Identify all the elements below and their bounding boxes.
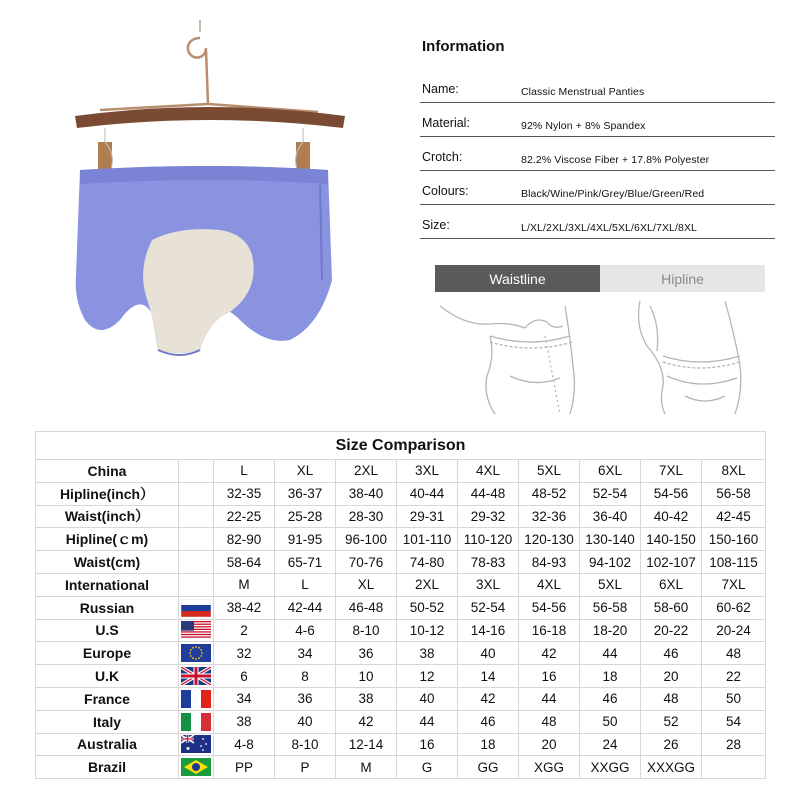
usa-flag-icon <box>179 619 214 642</box>
info-title: Information <box>422 38 505 55</box>
row-label: U.S <box>36 619 179 642</box>
table-cell: 32-35 <box>214 482 275 505</box>
table-cell: 4XL <box>458 460 519 483</box>
italy-flag-icon <box>179 710 214 733</box>
measurement-illustrations <box>435 296 765 416</box>
table-cell: 36-37 <box>275 482 336 505</box>
flag-cell-empty <box>179 573 214 596</box>
table-cell: 40-42 <box>641 505 702 528</box>
table-cell: 108-115 <box>702 551 766 574</box>
info-label: Name: <box>422 82 459 96</box>
flag-cell-empty <box>179 528 214 551</box>
table-cell: 50 <box>580 710 641 733</box>
row-label: Australia <box>36 733 179 756</box>
row-label: Hipline(inch） <box>36 482 179 505</box>
table-cell: XXXGG <box>641 756 702 779</box>
brazil-flag-icon <box>181 758 211 776</box>
table-cell: 8XL <box>702 460 766 483</box>
table-cell: 8 <box>275 665 336 688</box>
row-label: Europe <box>36 642 179 665</box>
table-row <box>36 642 766 665</box>
table-cell: L <box>275 573 336 596</box>
table-cell: 7XL <box>702 573 766 596</box>
flag-cell-empty <box>179 482 214 505</box>
info-row-crotch <box>420 137 775 171</box>
table-cell: 5XL <box>519 460 580 483</box>
table-cell: XXGG <box>580 756 641 779</box>
table-cell: 150-160 <box>702 528 766 551</box>
table-cell: 94-102 <box>580 551 641 574</box>
info-row-size <box>420 205 775 239</box>
table-cell: 102-107 <box>641 551 702 574</box>
table-cell: P <box>275 756 336 779</box>
table-cell: 42 <box>519 642 580 665</box>
table-row <box>36 665 766 688</box>
table-cell: 28 <box>702 733 766 756</box>
table-cell: 40 <box>397 687 458 710</box>
table-cell: 16 <box>519 665 580 688</box>
table-cell: 34 <box>275 642 336 665</box>
table-cell: 20-22 <box>641 619 702 642</box>
table-cell: 3XL <box>458 573 519 596</box>
table-row <box>36 573 766 596</box>
table-cell: 6XL <box>641 573 702 596</box>
table-cell: G <box>397 756 458 779</box>
row-label: Russian <box>36 596 179 619</box>
table-cell: 26 <box>641 733 702 756</box>
table-cell: 40-44 <box>397 482 458 505</box>
table-cell: 56-58 <box>702 482 766 505</box>
product-image <box>60 20 360 365</box>
table-row <box>36 505 766 528</box>
row-label: Waist(cm) <box>36 551 179 574</box>
row-label: U.K <box>36 665 179 688</box>
russia-flag-icon <box>181 599 211 617</box>
table-cell: XL <box>336 573 397 596</box>
table-cell: 22-25 <box>214 505 275 528</box>
table-cell: 8-10 <box>336 619 397 642</box>
france-flag-icon <box>179 687 214 710</box>
info-row-material <box>420 103 775 137</box>
table-row <box>36 482 766 505</box>
table-row <box>36 460 766 483</box>
table-cell: XGG <box>519 756 580 779</box>
russia-flag-icon <box>179 596 214 619</box>
table-cell: 44 <box>397 710 458 733</box>
table-cell: 52-54 <box>580 482 641 505</box>
uk-flag-icon <box>181 667 211 685</box>
table-cell: 74-80 <box>397 551 458 574</box>
table-row <box>36 756 766 779</box>
table-cell: 40 <box>275 710 336 733</box>
table-cell: 58-60 <box>641 596 702 619</box>
waist-measure-figure <box>440 306 574 414</box>
table-cell: 40 <box>458 642 519 665</box>
table-cell: 54-56 <box>519 596 580 619</box>
table-cell: 36 <box>275 687 336 710</box>
table-cell: L <box>214 460 275 483</box>
table-cell: 16 <box>397 733 458 756</box>
table-cell: 5XL <box>580 573 641 596</box>
flag-cell-empty <box>179 505 214 528</box>
table-cell: 54 <box>702 710 766 733</box>
info-value: L/XL/2XL/3XL/4XL/5XL/6XL/7XL/8XL <box>521 222 697 234</box>
table-cell: 32-36 <box>519 505 580 528</box>
row-label: Waist(inch） <box>36 505 179 528</box>
table-cell: 120-130 <box>519 528 580 551</box>
table-cell: GG <box>458 756 519 779</box>
row-label: Hipline(ｃm) <box>36 528 179 551</box>
table-row <box>36 619 766 642</box>
table-cell: 18 <box>458 733 519 756</box>
table-cell: 50 <box>702 687 766 710</box>
tab-waistline[interactable]: Waistline <box>435 265 600 292</box>
table-cell: 7XL <box>641 460 702 483</box>
info-value: 82.2% Viscose Fiber + 17.8% Polyester <box>521 154 710 166</box>
info-value: Classic Menstrual Panties <box>521 86 645 98</box>
info-label: Material: <box>422 116 470 130</box>
row-label: Brazil <box>36 756 179 779</box>
table-cell: 2 <box>214 619 275 642</box>
table-cell: 65-71 <box>275 551 336 574</box>
table-cell: 18 <box>580 665 641 688</box>
italy-flag-icon <box>181 713 211 731</box>
table-cell: 38-42 <box>214 596 275 619</box>
table-cell: 14-16 <box>458 619 519 642</box>
table-cell: 84-93 <box>519 551 580 574</box>
table-cell: M <box>336 756 397 779</box>
table-cell: 8-10 <box>275 733 336 756</box>
table-cell: 4XL <box>519 573 580 596</box>
table-cell: 22 <box>702 665 766 688</box>
table-cell: 10-12 <box>397 619 458 642</box>
table-cell: 34 <box>214 687 275 710</box>
info-value: 92% Nylon + 8% Spandex <box>521 120 646 132</box>
australia-flag-icon <box>181 735 211 753</box>
table-cell: 29-31 <box>397 505 458 528</box>
table-cell: 12 <box>397 665 458 688</box>
info-label: Colours: <box>422 184 469 198</box>
table-cell: 46-48 <box>336 596 397 619</box>
table-cell: 32 <box>214 642 275 665</box>
table-cell: 16-18 <box>519 619 580 642</box>
flag-cell-empty <box>179 551 214 574</box>
table-cell: 140-150 <box>641 528 702 551</box>
row-label: International <box>36 573 179 596</box>
table-cell: 38 <box>336 687 397 710</box>
tab-hipline[interactable]: Hipline <box>600 265 765 292</box>
information-panel <box>420 38 775 239</box>
table-cell: 6XL <box>580 460 641 483</box>
table-cell: 70-76 <box>336 551 397 574</box>
table-cell: 42-44 <box>275 596 336 619</box>
table-cell: 46 <box>458 710 519 733</box>
table-cell: 4-8 <box>214 733 275 756</box>
table-cell: 20 <box>519 733 580 756</box>
table-row <box>36 733 766 756</box>
info-value: Black/Wine/Pink/Grey/Blue/Green/Red <box>521 188 705 200</box>
table-cell: 56-58 <box>580 596 641 619</box>
table-cell: 38 <box>397 642 458 665</box>
table-cell: 50-52 <box>397 596 458 619</box>
table-cell: 101-110 <box>397 528 458 551</box>
table-cell: 12-14 <box>336 733 397 756</box>
table-cell: 3XL <box>397 460 458 483</box>
table-cell: 48 <box>519 710 580 733</box>
table-cell: M <box>214 573 275 596</box>
table-cell: 54-56 <box>641 482 702 505</box>
table-cell: 20-24 <box>702 619 766 642</box>
table-cell: 42 <box>336 710 397 733</box>
eu-flag-icon <box>181 644 211 662</box>
table-cell: 44 <box>519 687 580 710</box>
table-title-row <box>36 432 766 460</box>
france-flag-icon <box>181 690 211 708</box>
table-cell: PP <box>214 756 275 779</box>
table-cell: 10 <box>336 665 397 688</box>
table-cell: 6 <box>214 665 275 688</box>
usa-flag-icon <box>181 621 211 639</box>
row-label: China <box>36 460 179 483</box>
table-cell: 58-64 <box>214 551 275 574</box>
table-cell: 110-120 <box>458 528 519 551</box>
table-cell: 48 <box>641 687 702 710</box>
table-cell: 130-140 <box>580 528 641 551</box>
table-cell: 91-95 <box>275 528 336 551</box>
flag-cell-empty <box>179 460 214 483</box>
table-cell: 96-100 <box>336 528 397 551</box>
eu-flag-icon <box>179 642 214 665</box>
table-cell: 18-20 <box>580 619 641 642</box>
table-cell: 60-62 <box>702 596 766 619</box>
table-title: Size Comparison <box>36 432 766 460</box>
info-label: Size: <box>422 218 450 232</box>
table-cell: 2XL <box>397 573 458 596</box>
measurement-tabs <box>435 265 765 292</box>
table-cell: 52 <box>641 710 702 733</box>
table-cell: 44-48 <box>458 482 519 505</box>
table-cell: 46 <box>580 687 641 710</box>
australia-flag-icon <box>179 733 214 756</box>
table-cell: 44 <box>580 642 641 665</box>
table-cell: 42-45 <box>702 505 766 528</box>
row-label: France <box>36 687 179 710</box>
table-cell: 25-28 <box>275 505 336 528</box>
table-cell: 29-32 <box>458 505 519 528</box>
size-comparison-table <box>35 431 766 779</box>
table-cell: 78-83 <box>458 551 519 574</box>
table-row <box>36 710 766 733</box>
table-cell: 20 <box>641 665 702 688</box>
table-cell: 24 <box>580 733 641 756</box>
table-row <box>36 596 766 619</box>
table-cell: 46 <box>641 642 702 665</box>
table-cell: 48 <box>702 642 766 665</box>
table-row <box>36 551 766 574</box>
table-cell: 28-30 <box>336 505 397 528</box>
info-row-colours <box>420 171 775 205</box>
table-cell: 4-6 <box>275 619 336 642</box>
table-cell: 38-40 <box>336 482 397 505</box>
table-cell: 42 <box>458 687 519 710</box>
row-label: Italy <box>36 710 179 733</box>
table-row <box>36 687 766 710</box>
table-cell <box>702 756 766 779</box>
table-cell: 48-52 <box>519 482 580 505</box>
table-cell: 82-90 <box>214 528 275 551</box>
table-row <box>36 528 766 551</box>
uk-flag-icon <box>179 665 214 688</box>
table-cell: 14 <box>458 665 519 688</box>
info-label: Crotch: <box>422 150 463 164</box>
table-cell: 38 <box>214 710 275 733</box>
info-row-name <box>420 69 775 103</box>
hip-measure-figure <box>639 301 741 414</box>
table-cell: 36 <box>336 642 397 665</box>
table-cell: 2XL <box>336 460 397 483</box>
table-cell: XL <box>275 460 336 483</box>
table-cell: 36-40 <box>580 505 641 528</box>
brazil-flag-icon <box>179 756 214 779</box>
table-cell: 52-54 <box>458 596 519 619</box>
